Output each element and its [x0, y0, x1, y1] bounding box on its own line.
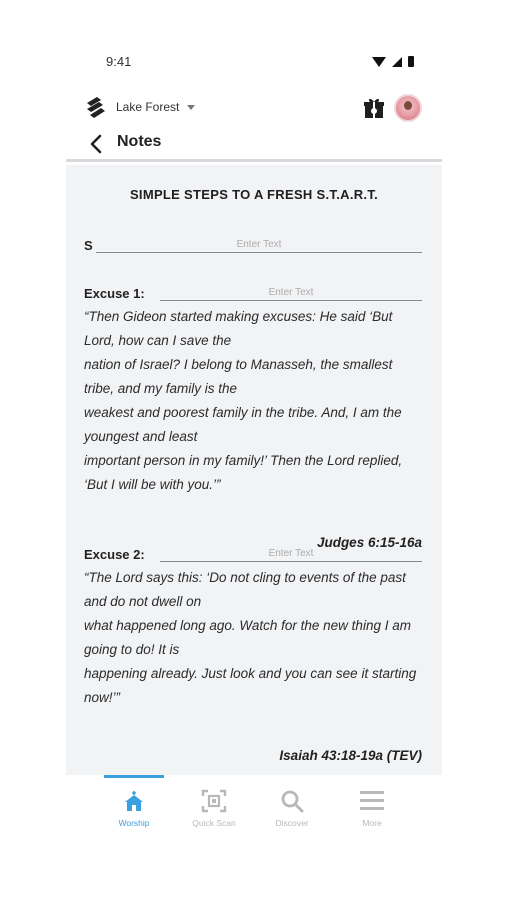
notes-content[interactable]: [66, 165, 442, 775]
tab-label: Discover: [275, 818, 309, 828]
menu-icon: [358, 787, 386, 815]
fill-in-label: Excuse 1:: [84, 286, 145, 301]
scripture-line: “Then Gideon started making excuses: He said ‘But Lord, how can I save the: [84, 309, 393, 348]
fill-in-input[interactable]: [96, 236, 422, 253]
church-logo-icon: [84, 95, 108, 119]
scripture-passage: [84, 566, 424, 710]
scan-icon: [200, 787, 228, 815]
church-selector[interactable]: Lake Forest: [116, 100, 180, 114]
tab-quick-scan[interactable]: [179, 781, 249, 835]
phone-screen: [66, 40, 442, 840]
active-tab-indicator: [104, 775, 164, 778]
tab-label: Quick Scan: [192, 818, 236, 828]
scripture-reference: Judges 6:15-16a: [316, 535, 422, 550]
wifi-icon: [372, 57, 386, 67]
notes-header: [66, 126, 442, 162]
scripture-line: nation of Israel? I belong to Manasseh, the smallest tribe, and my family is the: [84, 357, 393, 396]
fill-in-input[interactable]: [160, 545, 422, 562]
scripture-line: weakest and poorest family in the tribe. And, I am the youngest and least: [84, 405, 402, 444]
avatar[interactable]: [394, 94, 422, 122]
tab-more[interactable]: [337, 781, 407, 835]
tab-label: More: [362, 818, 382, 828]
search-icon: [278, 787, 306, 815]
fill-in-row-excuse-1: [84, 275, 422, 301]
fill-in-label: S: [84, 238, 93, 253]
scripture-line: “The Lord says this: ‘Do not cling to events of the past and do not dwell on: [84, 570, 406, 609]
notes-heading: SIMPLE STEPS TO A FRESH S.T.A.R.T.: [129, 187, 379, 202]
fill-in-row-excuse-2: [84, 536, 422, 562]
tab-label: Worship: [118, 818, 150, 828]
fill-in-label: Excuse 2:: [84, 547, 145, 562]
scripture-passage: [84, 305, 424, 497]
bottom-tab-bar: [66, 775, 442, 840]
fill-in-input[interactable]: [160, 284, 422, 301]
top-row: [66, 92, 442, 124]
tab-worship[interactable]: [99, 781, 169, 835]
gift-icon[interactable]: [362, 96, 386, 120]
battery-icon: [408, 56, 414, 67]
chevron-down-icon[interactable]: [187, 105, 195, 110]
scripture-line: what happened long ago. Watch for the new thing I am going to do! It is: [84, 618, 411, 657]
scripture-reference: Isaiah 43:18-19a (TEV): [279, 748, 422, 763]
status-time: 9:41: [106, 54, 132, 69]
scripture-line: important person in my family!’ Then the Lord replied, ‘But I will be with you.’”: [84, 453, 403, 492]
signal-icon: [392, 57, 402, 67]
fill-in-row-s: [84, 227, 422, 253]
status-icons: [372, 56, 414, 67]
scripture-line: happening already. Just look and you can see it starting now!’”: [84, 666, 417, 705]
tab-discover[interactable]: [257, 781, 327, 835]
church-icon: [120, 787, 148, 815]
back-arrow-icon[interactable]: [88, 134, 104, 154]
page-title: Notes: [117, 133, 162, 150]
status-bar: [66, 50, 442, 74]
